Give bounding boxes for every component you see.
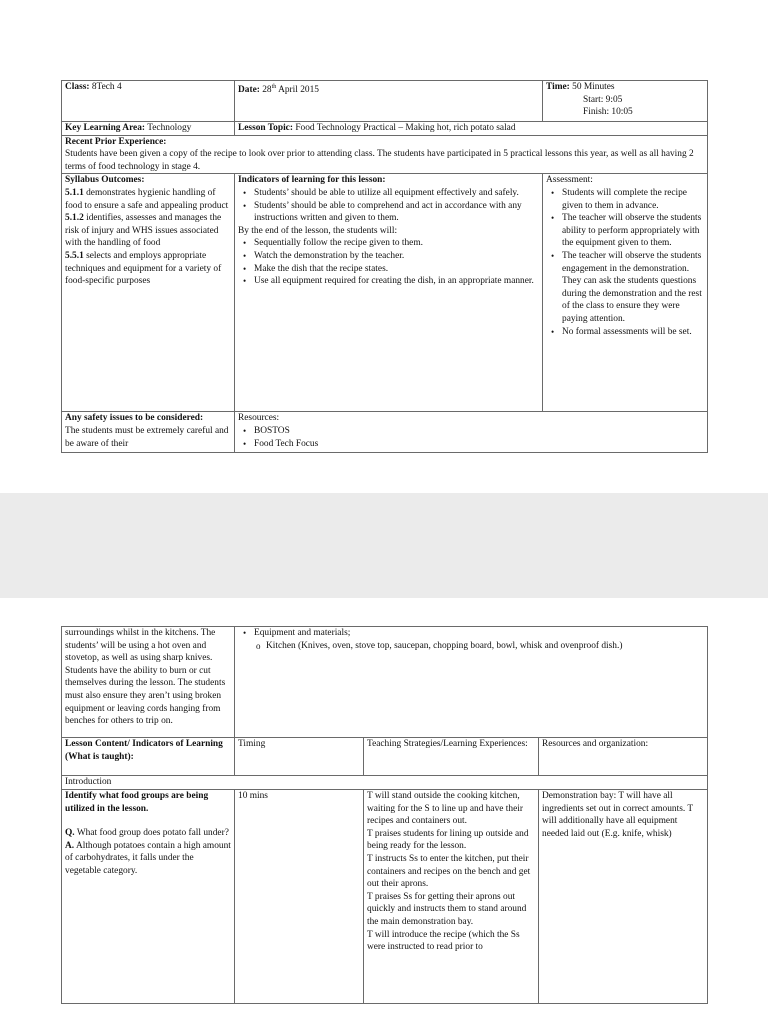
- prior-experience-text: Students have been given a copy of the recipe to look over prior to attending class. The students have participated in 5 practical lessons this year, as well as all having 2 terms of food technology in stage 4.: [65, 149, 694, 172]
- content-header-label: Lesson Content/ Indicators of Learning (What is taught):: [65, 739, 223, 762]
- strategies-header: Teaching Strategies/Learning Experiences:: [364, 738, 539, 776]
- list-item: • No formal assessments will be set.: [546, 326, 704, 339]
- date-value: 28: [259, 85, 272, 96]
- list-item: • Sequentially follow the recipe given to them.: [238, 237, 539, 250]
- question-text: What food group does potato fall under?: [74, 828, 229, 839]
- topic-label: Lesson Topic:: [238, 123, 293, 133]
- question-label: Q.: [65, 828, 75, 839]
- list-item: • Make the dish that the recipe states.: [238, 263, 539, 276]
- prior-experience-label: Recent Prior Experience:: [65, 136, 167, 147]
- outcome-item: [65, 250, 231, 288]
- indicators-list: [238, 187, 539, 225]
- list-item: • The teacher will observe the students ability to perform appropriately with the equipment given to them.: [546, 212, 704, 250]
- kla-label: Key Learning Area:: [65, 123, 146, 133]
- content-heading: Identify what food groups are being utilized in the lesson.: [65, 791, 209, 814]
- list-item: • The teacher will observe the students engagement in the demonstration. They can ask the students questions during the demonstration and the rest of the class to ensure they were paying attention.: [546, 250, 704, 326]
- resources-label: Resources:: [238, 413, 280, 424]
- indicators-label: Indicators of learning for this lesson:: [238, 175, 386, 186]
- syllabus-outcomes-label: Syllabus Outcomes:: [65, 175, 145, 186]
- outcome-text: demonstrates hygienic handling of food to ensure a safe and appealing product: [65, 187, 229, 211]
- outcome-item: [65, 187, 231, 212]
- intro-resources-cell: Demonstration bay: T will have all ingredients set out in correct amounts. T will additionally have all equipment needed laid out (E.g. knife, whisk): [539, 790, 708, 1004]
- assessment-cell: [543, 174, 708, 412]
- safety-cell: [62, 412, 235, 453]
- lesson-plan-table-1: [61, 80, 708, 453]
- time-value: 50 Minutes: [569, 82, 615, 92]
- outcome-code: 5.1.2: [65, 213, 84, 224]
- outcome-code: 5.1.1: [65, 187, 84, 198]
- safety-label: Any safety issues to be considered:: [65, 413, 204, 424]
- list-item: • BOSTOS: [238, 425, 704, 438]
- time-label: Time:: [546, 82, 570, 92]
- list-item: • Food Tech Focus: [238, 438, 704, 451]
- list-item: • Use all equipment required for creating the dish, in an appropriate manner.: [238, 275, 539, 288]
- strategy-item: T will stand outside the cooking kitchen, waiting for the S to line up and have their recipes and containers out.: [367, 791, 523, 827]
- time-cell: [543, 81, 708, 122]
- indicators-list-2: [238, 237, 539, 287]
- strategy-item: T instructs Ss to enter the kitchen, put their containers and recipes on the bench and get out their aprons.: [367, 853, 531, 890]
- safety-text: The students must be extremely careful and be aware of their: [65, 425, 229, 449]
- page-2: [0, 598, 768, 1024]
- kla-cell: [62, 122, 235, 136]
- safety-continued-cell: [62, 627, 235, 738]
- safety-continued-text: surroundings whilst in the kitchens. The students’ will be using a hot oven and stovetop, as well as using sharp knives. Students have the ability to burn or cut themselves during the lesson. The students must also ensure they aren’t using broken equipment or leaving cords hanging from benches for others to trip on.: [65, 628, 226, 727]
- date-label: Date:: [238, 85, 260, 96]
- resources-list: [238, 425, 704, 450]
- class-cell: [62, 81, 235, 122]
- list-item: • Students’ should be able to comprehend and act in accordance with any instructions written and given to them.: [238, 200, 539, 225]
- assessment-label: Assessment:: [546, 175, 593, 186]
- answer-text: Although potatoes contain a high amount of carbohydrates, it falls under the vegetable category.: [65, 840, 231, 876]
- outcome-text: identifies, assesses and manages the risk of injury and WHS issues associated with the handling of food: [65, 213, 222, 249]
- answer-label: A.: [65, 840, 75, 851]
- indicators-cell: [235, 174, 543, 412]
- start-time: Start: 9:05: [583, 94, 623, 105]
- intro-timing-cell: 10 mins: [235, 790, 364, 1004]
- outcome-item: [65, 212, 231, 250]
- equipment-cell: [235, 627, 708, 738]
- timing-header: Timing: [235, 738, 364, 776]
- content-header: [62, 738, 235, 776]
- answer: [65, 840, 231, 878]
- equipment-list: [238, 627, 704, 652]
- date-cell: [235, 81, 543, 122]
- outcome-code: 5.5.1: [65, 250, 84, 261]
- lesson-plan-table-2: [61, 626, 708, 1004]
- assessment-list: [546, 187, 704, 338]
- list-item: • Watch the demonstration by the teacher.: [238, 250, 539, 263]
- date-suffix: th: [271, 84, 277, 90]
- strategy-item: T praises students for lining up outside and being ready for the lesson.: [367, 828, 529, 852]
- resources-cell: [235, 412, 708, 453]
- lesson-topic-cell: [235, 122, 708, 136]
- list-item: • Equipment and materials;: [238, 627, 704, 640]
- intro-strategies-cell: [364, 790, 539, 1004]
- indicators-intro: By the end of the lesson, the students will:: [238, 225, 398, 236]
- page-1: [0, 0, 768, 493]
- date-value-month: April 2015: [276, 85, 319, 96]
- intro-content-cell: [62, 790, 235, 1004]
- introduction-row: Introduction: [62, 776, 708, 790]
- outcome-text: selects and employs appropriate techniques and equipment for a variety of food-specific purposes: [65, 250, 222, 287]
- question: [65, 827, 231, 840]
- list-item: • Students will complete the recipe given to them in advance.: [546, 187, 704, 212]
- class-value: 8Tech 4: [89, 82, 122, 92]
- topic-value: Food Technology Practical – Making hot, rich potato salad: [292, 123, 516, 133]
- class-label: Class:: [65, 82, 90, 92]
- prior-experience-cell: [62, 135, 708, 174]
- kla-value: Technology: [145, 123, 192, 133]
- strategy-item: T praises Ss for getting their aprons out quickly and instructs them to stand around the main demonstration bay.: [367, 891, 527, 927]
- list-item: • Students’ should be able to utilize all equipment effectively and safely.: [238, 187, 539, 200]
- finish-time: Finish: 10:05: [583, 107, 633, 118]
- resources-header: Resources and organization:: [539, 738, 708, 776]
- syllabus-outcomes-cell: [62, 174, 235, 412]
- strategy-item: T will introduce the recipe (which the Ss were instructed to read prior to: [367, 929, 520, 953]
- list-item: o Kitchen (Knives, oven, stove top, saucepan, chopping board, bowl, whisk and ovenproof dish.): [238, 640, 704, 653]
